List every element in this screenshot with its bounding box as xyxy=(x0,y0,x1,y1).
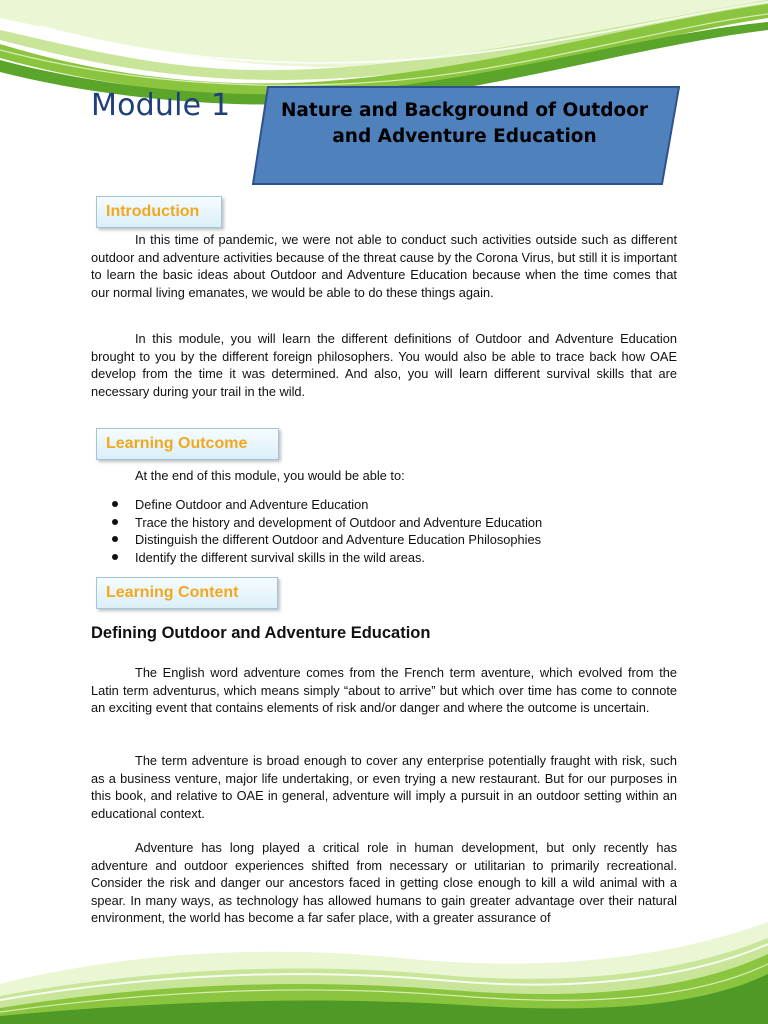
introduction-label: Introduction xyxy=(96,196,222,228)
module-number-title: Module 1 xyxy=(91,88,231,123)
bullet-icon xyxy=(112,554,118,560)
list-item xyxy=(110,549,542,567)
learning-outcome-list xyxy=(110,496,542,566)
bottom-wave-decoration xyxy=(0,914,768,1024)
module-title-line2: and Adventure Education xyxy=(332,126,597,147)
list-item xyxy=(110,496,542,514)
bullet-icon xyxy=(112,519,118,525)
list-item-text: Define Outdoor and Adventure Education xyxy=(135,497,369,512)
learning-content-label: Learning Content xyxy=(96,577,278,609)
list-item-text: Trace the history and development of Outdoor and Adventure Education xyxy=(135,514,543,530)
bullet-icon xyxy=(112,501,118,507)
content-paragraph-2: The term adventure is broad enough to cover any enterprise potentially fraught with risk, such as a business venture, major life undertaking, or even trying a new restaurant. But for our purposes in this book, and relative to OAE in general, adventure will imply a pursuit in an outdoor setting within an educational context. xyxy=(91,753,677,821)
list-item xyxy=(110,514,542,532)
module-title-line1: Nature and Background of Outdoor xyxy=(280,100,649,121)
content-paragraph-3: Adventure has long played a critical role in human development, but only recently has adventure and outdoor experiences shifted from necessary or utilitarian to primarily recreational. Consider the risk and danger our ancestors faced in getting close enough to kill a wild animal with a spear. In many ways, as technology has allowed humans to gain greater advantage over their natural environment, the world has become a far safer place, with a greater assurance of xyxy=(91,840,677,926)
learning-outcome-label: Learning Outcome xyxy=(96,428,279,460)
content-heading: Defining Outdoor and Adventure Education xyxy=(91,624,431,642)
content-paragraph-1: The English word adventure comes from the French term aventure, which evolved from the Latin term adventurus, which means simply “about to arrive” but which over time has come to connote an exciting event that contains elements of risk and/or danger and where the outcome is uncertain. xyxy=(91,665,677,716)
learning-outcome-intro: At the end of this module, you would be able to: xyxy=(135,468,405,483)
introduction-paragraph-2: In this module, you will learn the different definitions of Outdoor and Adventure Education brought to you by the different foreign philosophers. You would also be able to trace back how OAE develop from the time it was determined. And also, you will learn different survival skills that are necessary during your trail in the wild. xyxy=(91,331,677,399)
list-item-text: Identify the different survival skills in the wild areas. xyxy=(135,549,425,565)
list-item-text: Distinguish the different Outdoor and Adventure Education Philosophies xyxy=(135,532,541,548)
introduction-paragraph-1: In this time of pandemic, we were not able to conduct such activities outside such as different outdoor and adventure activities because of the threat cause by the Corona Virus, but still it is important to learn the basic ideas about Outdoor and Adventure Education because when the time comes that our normal living emanates, we would be able to do these things again. xyxy=(91,232,677,300)
bullet-icon xyxy=(112,536,118,542)
module-title-text xyxy=(252,98,677,150)
list-item xyxy=(110,531,542,549)
